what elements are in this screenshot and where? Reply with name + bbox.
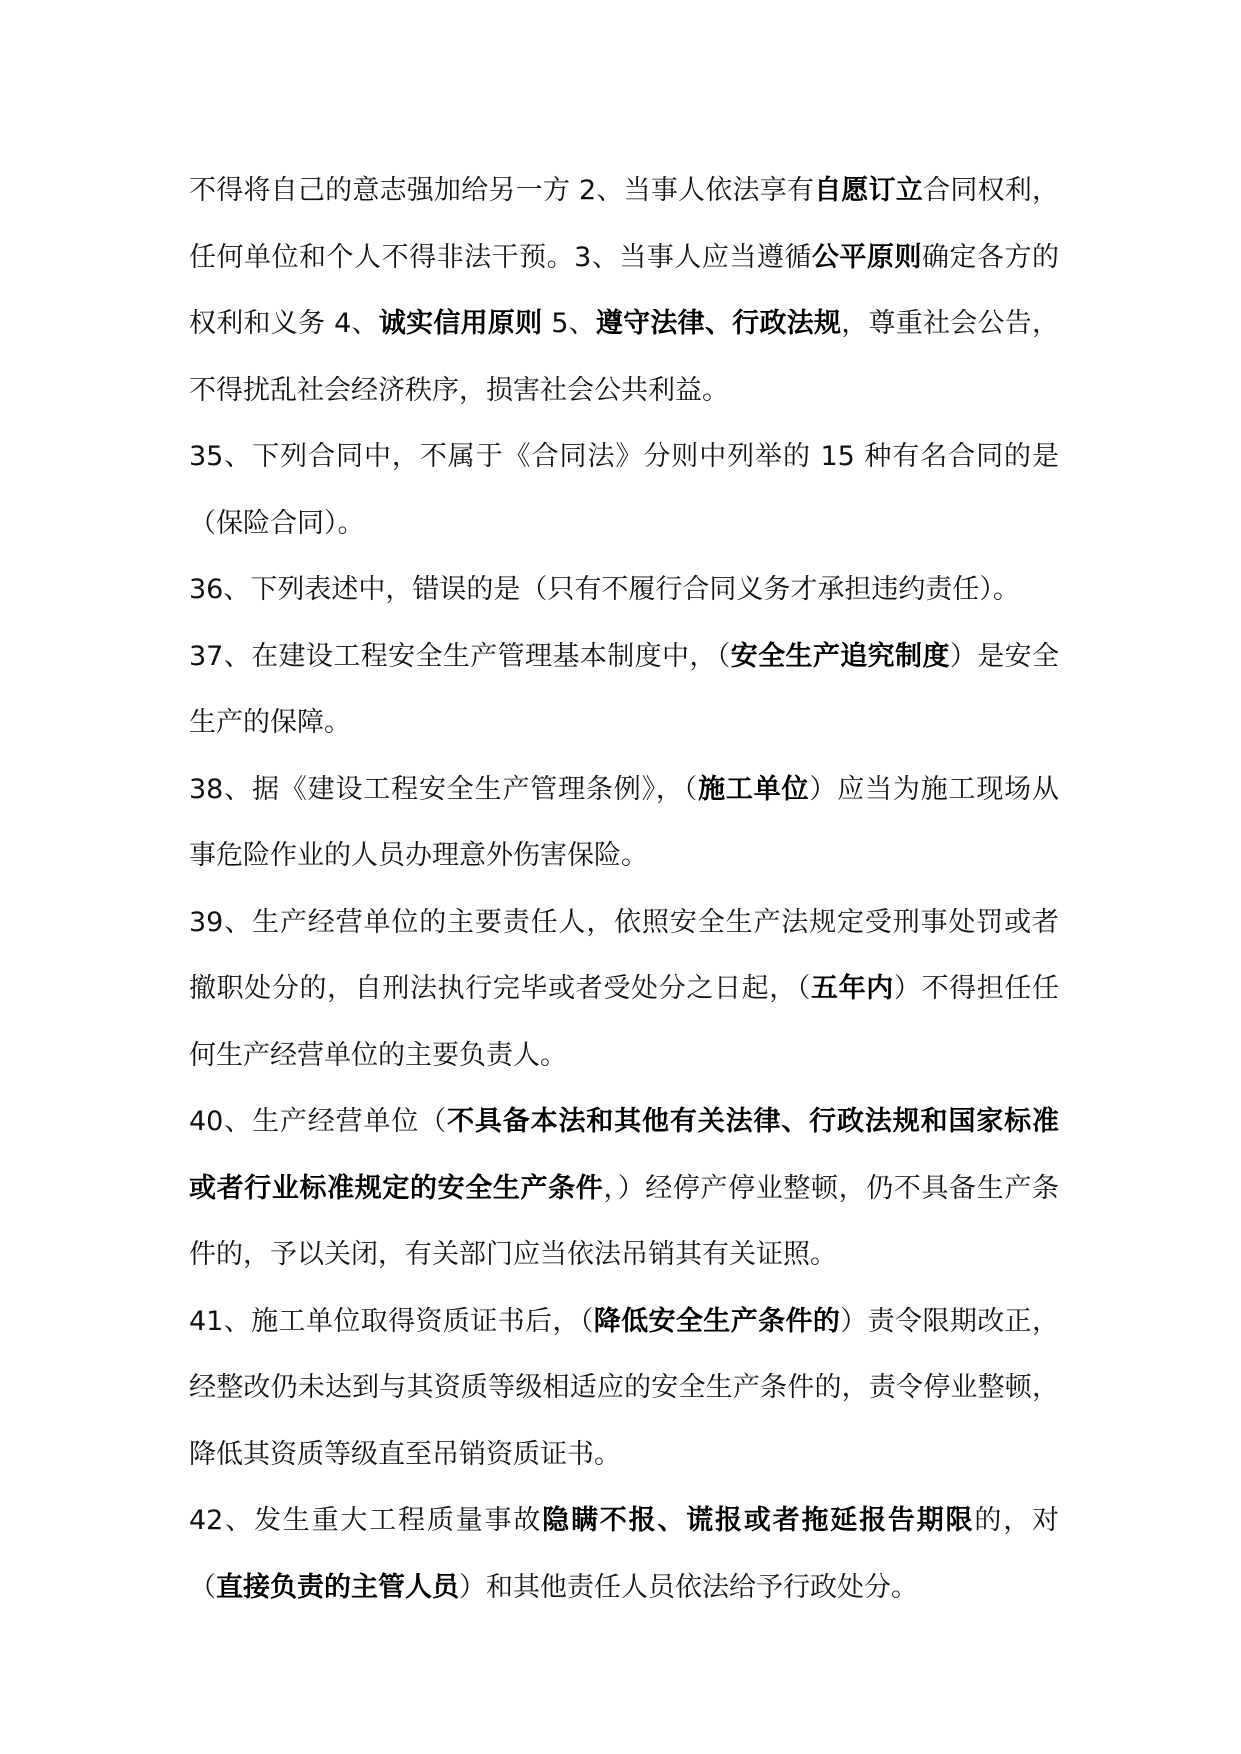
text-segment: ，）经停产停业整顿，仍不具备生产条件的，予以关闭，有关部门应当依法吊销其有关证照。 <box>189 1172 1060 1270</box>
answer-emphasis: 遵守法律、行政法规 <box>595 308 842 339</box>
text-segment: 不得将自己的意志强加给另一方 2、当事人依法享有 <box>189 175 815 206</box>
question-39 <box>189 890 1059 1090</box>
answer-emphasis: 公平原则 <box>811 241 922 273</box>
text-segment: 37、在建设工程安全生产管理基本制度中，（ <box>189 640 731 672</box>
text-segment: ）不得担任任何生产经营单位的主要负责人。 <box>189 973 1060 1071</box>
answer-emphasis: 五年内 <box>810 973 894 1004</box>
question-42 <box>189 1488 1059 1621</box>
question-40 <box>189 1089 1059 1289</box>
answer-emphasis: 自愿订立 <box>814 175 924 206</box>
text-segment: 41、施工单位取得资质证书后，（ <box>189 1305 594 1337</box>
text-segment: ）是安全生产的保障。 <box>189 640 1060 738</box>
text-segment: 35、下列合同中，不属于《合同法》分则中列举的 15 种有名合同的是（保险合同）。 <box>189 441 1059 539</box>
answer-emphasis: 安全生产追究制度 <box>730 640 950 672</box>
paragraph-continuation <box>189 158 1059 424</box>
answer-emphasis: 隐瞒不报、谎报或者拖延报告期限 <box>542 1505 975 1536</box>
document-body <box>189 158 1059 1621</box>
text-segment: 38、据《建设工程安全生产管理条例》，（ <box>189 773 699 805</box>
answer-emphasis: 施工单位 <box>698 773 810 805</box>
text-segment: ）责令限期改正，经整改仍未达到与其资质等级相适应的安全生产条件的，责令停业整顿，降低其资质等级直至吊销资质证书。 <box>189 1305 1060 1470</box>
text-segment: 确定各方的权利和义务 4、 <box>189 241 1060 339</box>
question-41 <box>189 1289 1059 1489</box>
answer-emphasis: 不具备本法和其他有关法律、行政法规和国家标准或者行业标准规定的安全生产条件 <box>189 1106 1060 1204</box>
text-segment: ）应当为施工现场从事危险作业的人员办理意外伤害保险。 <box>189 773 1060 871</box>
text-segment: 39、生产经营单位的主要责任人，依照安全生产法规定受刑事处罚或者撤职处分的，自刑法执行完毕或者受处分之日起，（ <box>189 906 1059 1004</box>
answer-emphasis: 诚实信用原则 <box>378 308 543 339</box>
text-segment: 的，对（ <box>189 1505 1060 1603</box>
question-38 <box>189 757 1059 890</box>
text-segment: 42、发生重大工程质量事故 <box>189 1505 543 1536</box>
answer-emphasis: 降低安全生产条件的 <box>593 1305 841 1337</box>
text-segment: 5、 <box>542 308 596 339</box>
text-segment: ，尊重社会公告，不得扰乱社会经济秩序，损害社会公共利益。 <box>189 308 1060 406</box>
text-segment: 合同权利，任何单位和个人不得非法干预。3、当事人应当遵循 <box>189 175 1059 273</box>
answer-emphasis: 直接负责的主管人员 <box>216 1571 459 1603</box>
text-segment: 40、生产经营单位（ <box>189 1106 448 1137</box>
question-37 <box>189 624 1059 757</box>
question-36 <box>189 557 1059 624</box>
question-35 <box>189 424 1059 557</box>
text-segment: 36、下列表述中，错误的是（只有不履行合同义务才承担违约责任）。 <box>189 574 1020 605</box>
text-segment: ）和其他责任人员依法给予行政处分。 <box>459 1571 918 1603</box>
